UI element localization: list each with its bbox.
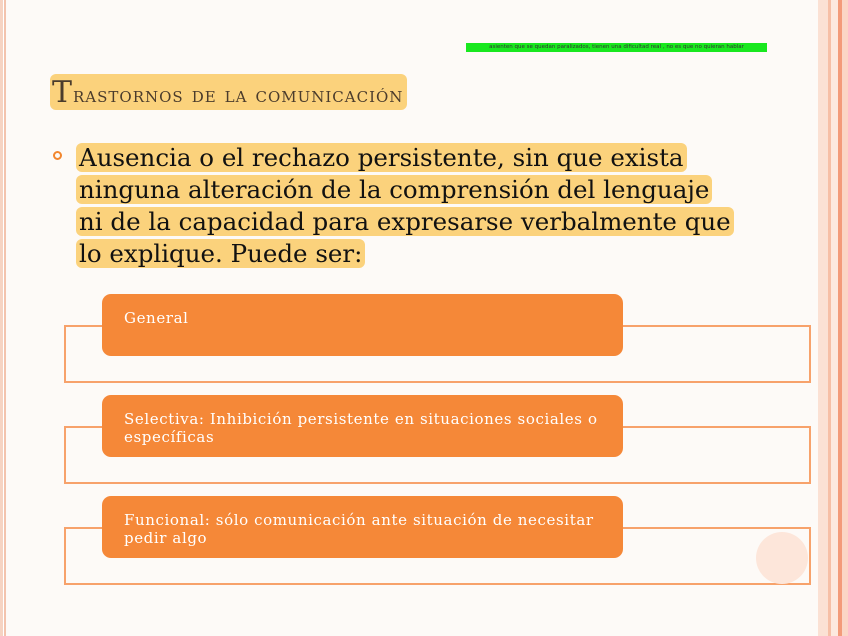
bullet-text [76, 142, 736, 270]
list-item-label: General [124, 309, 189, 327]
slide-title [50, 74, 407, 110]
title-initial: T [52, 75, 74, 110]
left-border-decoration [0, 0, 6, 636]
bullet-circle-icon [53, 151, 62, 160]
bullet-text-highlighted: Ausencia o el rechazo persistente, sin que exista ninguna alteración de la comprensión del lenguaje ni de la capacidad para expresarse verbalmente que lo explique. Puede ser: [76, 143, 734, 268]
list-item-label: Funcional: sólo comunicación ante situación de necesitar pedir algo [124, 511, 594, 547]
list-item-selectiva [102, 395, 623, 457]
speaker-note-highlight: asienten que se quedan paralizados, tienen una dificultad real , no es que no quieran hablar [466, 43, 767, 52]
list-item-label: Selectiva: Inhibición persistente en situaciones sociales o específicas [124, 410, 598, 446]
list-item-funcional [102, 496, 623, 558]
list-item-general [102, 294, 623, 356]
title-rest: rastornos de la comunicación [73, 83, 404, 108]
right-border-decoration [818, 0, 848, 636]
decorative-circle [756, 532, 808, 584]
